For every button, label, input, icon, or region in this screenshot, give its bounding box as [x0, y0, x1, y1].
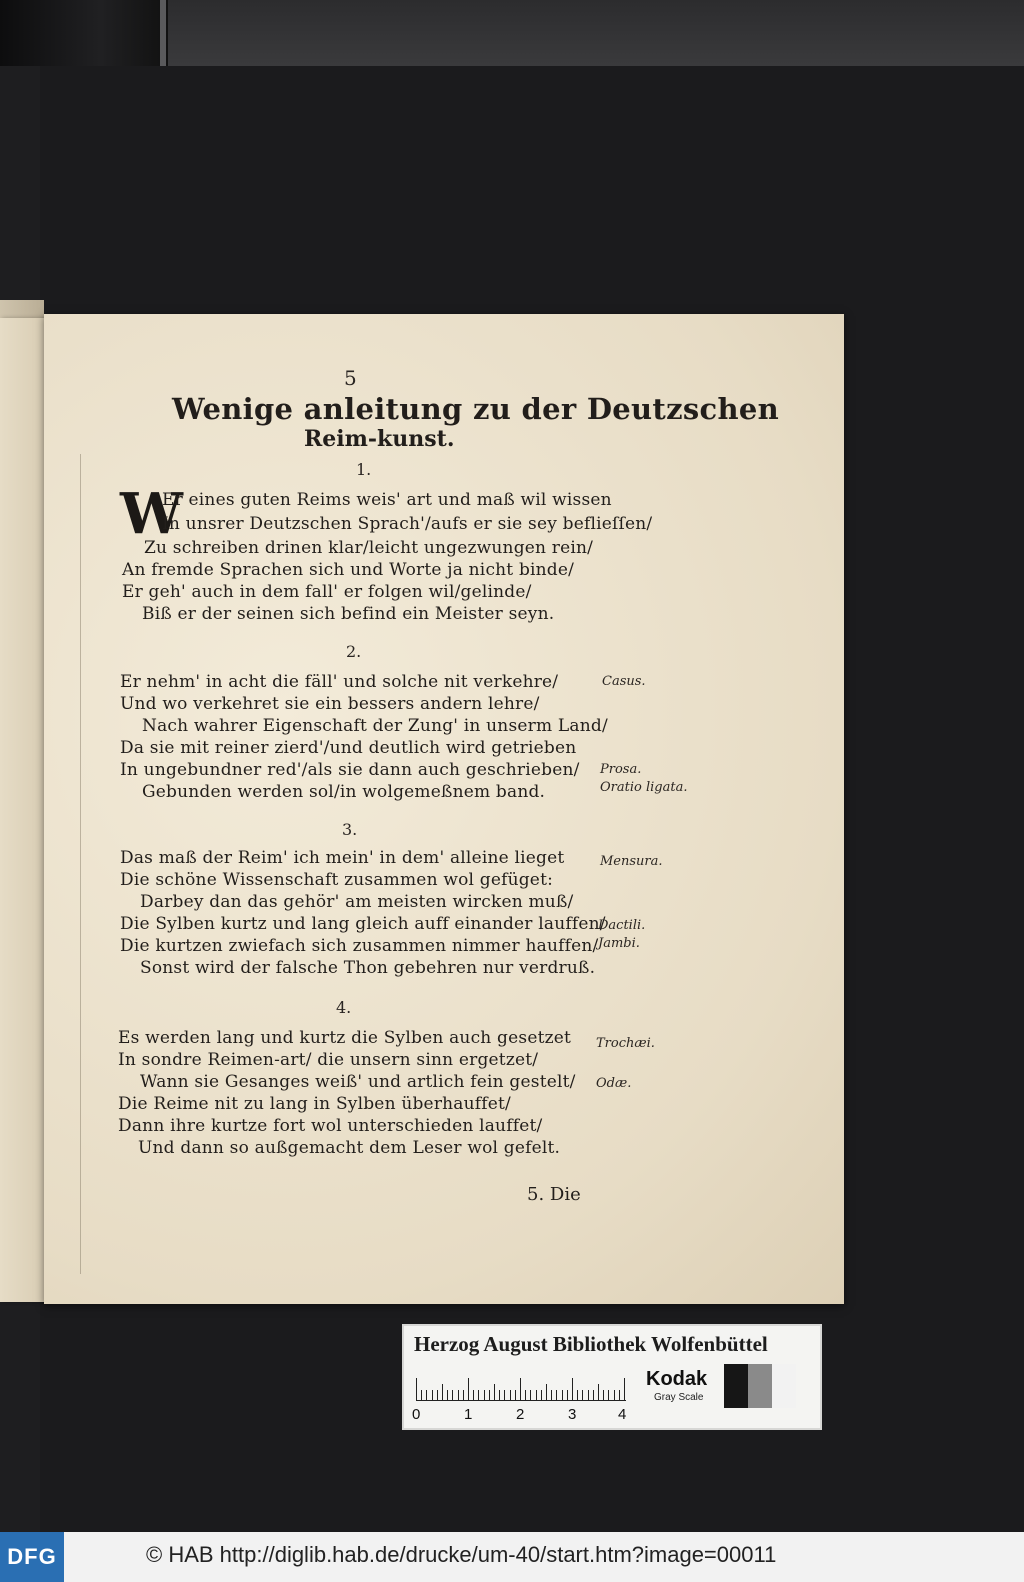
verse-line: Er nehm' in acht die fäll' und solche nit verkehre/: [120, 672, 559, 692]
verse-line: An fremde Sprachen sich und Worte ja nicht binde/: [122, 560, 575, 580]
verse-line: In unsrer Deutzschen Sprach'/aufs er sie sey beflieſſen/: [162, 514, 653, 534]
ruler-tick: [567, 1390, 568, 1400]
verse-line: Und wo verkehret sie ein bessers andern lehre/: [120, 694, 540, 714]
gray-swatch-dark: [724, 1364, 748, 1408]
ruler-tick: [442, 1384, 443, 1400]
ruler-tick: [619, 1390, 620, 1400]
ruler-tick: [598, 1384, 599, 1400]
stanza-number: 1.: [356, 460, 372, 479]
ruler-tick: [510, 1390, 511, 1400]
stanza-number: 4.: [336, 998, 352, 1017]
catchword: 5. Die: [527, 1184, 581, 1205]
ruler-tick: [473, 1390, 474, 1400]
ruler-tick: [520, 1378, 521, 1400]
stanza-number: 2.: [346, 642, 362, 661]
ruler-tick: [489, 1390, 490, 1400]
ruler-tick: [478, 1390, 479, 1400]
drop-cap: W: [120, 481, 183, 547]
verse-line: Zu schreiben drinen klar/leicht ungezwungen rein/: [144, 538, 594, 558]
verse-line: Er geh' auch in dem fall' er folgen wil/gelinde/: [122, 582, 532, 602]
verse-line: Die kurtzen zwiefach sich zusammen nimmer hauffen/: [120, 936, 599, 956]
gray-scale-label: Gray Scale: [654, 1392, 704, 1403]
ruler-tick: [556, 1390, 557, 1400]
margin-note: Mensura.: [600, 854, 663, 869]
verse-line: Gebunden werden sol/in wolgemeßnem band.: [142, 782, 546, 802]
ruler-tick: [530, 1390, 531, 1400]
verse-line: Die schöne Wissenschaft zusammen wol gefüget:: [120, 870, 554, 890]
verse-line: Dann ihre kurtze fort wol unterschieden lauffet/: [118, 1116, 543, 1136]
scale-ruler: [416, 1370, 626, 1401]
ruler-tick: [614, 1390, 615, 1400]
color-reference-card: [402, 1324, 822, 1430]
page-number: 5: [344, 366, 357, 390]
ruler-tick: [608, 1390, 609, 1400]
ruler-tick: [421, 1390, 422, 1400]
ruler-tick: [468, 1378, 469, 1400]
page-fold-line: [80, 454, 81, 1274]
verse-line: In ungebundner red'/als sie dann auch geschrieben/: [120, 760, 580, 780]
ruler-number: 0: [412, 1406, 421, 1423]
margin-note: Prosa.: [600, 762, 642, 777]
ruler-tick: [447, 1390, 448, 1400]
ruler-tick: [484, 1390, 485, 1400]
ruler-number: 1: [464, 1406, 473, 1423]
verse-line: Nach wahrer Eigenschaft der Zung' in unserm Land/: [142, 716, 608, 736]
ruler-tick: [582, 1390, 583, 1400]
ruler-tick: [432, 1390, 433, 1400]
ruler-tick: [603, 1390, 604, 1400]
ruler-number: 2: [516, 1406, 525, 1423]
top-scan-strip: [0, 0, 1024, 66]
ruler-tick: [572, 1378, 573, 1400]
margin-note: Dactili.: [598, 918, 646, 933]
ruler-number: 3: [568, 1406, 577, 1423]
binding-edge: [160, 0, 166, 66]
ruler-tick: [588, 1390, 589, 1400]
margin-note: Oratio ligata.: [600, 780, 688, 795]
ruler-tick: [426, 1390, 427, 1400]
ruler-tick: [593, 1390, 594, 1400]
library-name: Herzog August Bibliothek Wolfenbüttel: [414, 1332, 768, 1356]
copyright-url[interactable]: © HAB http://diglib.hab.de/drucke/um-40/start.htm?image=00011: [146, 1542, 777, 1567]
margin-note: Casus.: [602, 674, 646, 689]
verse-line: Er eines guten Reims weis' art und maß wil wissen: [162, 490, 612, 510]
ruler-tick: [463, 1390, 464, 1400]
ruler-tick: [541, 1390, 542, 1400]
verse-line: Darbey dan das gehör' am meisten wircken muß/: [140, 892, 574, 912]
page-subtitle: Reim-kunst.: [304, 426, 455, 452]
verse-line: Das maß der Reim' ich mein' in dem' alleine lieget: [120, 848, 565, 868]
ruler-tick: [499, 1390, 500, 1400]
ruler-tick: [458, 1390, 459, 1400]
margin-note: Jambi.: [598, 936, 640, 951]
book-binding: [0, 0, 168, 66]
ruler-tick: [562, 1390, 563, 1400]
margin-note: Trochæi.: [596, 1036, 655, 1051]
gray-swatch-mid: [748, 1364, 772, 1408]
ruler-tick: [525, 1390, 526, 1400]
ruler-tick: [546, 1384, 547, 1400]
ruler-number: 4: [618, 1406, 627, 1423]
ruler-tick: [494, 1384, 495, 1400]
footer-bar: [0, 1532, 1024, 1582]
gray-swatch-light: [772, 1364, 796, 1408]
ruler-tick: [504, 1390, 505, 1400]
verse-line: Die Reime nit zu lang in Sylben überhauffet/: [118, 1094, 511, 1114]
kodak-brand: Kodak: [646, 1368, 708, 1390]
ruler-tick: [437, 1390, 438, 1400]
ruler-tick: [551, 1390, 552, 1400]
verse-line: Wann sie Gesanges weiß' und artlich fein gestelt/: [140, 1072, 576, 1092]
ruler-tick: [536, 1390, 537, 1400]
dfg-logo: DFG: [0, 1532, 64, 1582]
page-title: Wenige anleitung zu der Deutzschen: [172, 392, 779, 426]
ruler-tick: [416, 1378, 417, 1400]
adjacent-page-leaf: [0, 318, 48, 1302]
ruler-tick: [624, 1378, 625, 1400]
verse-line: Sonst wird der falsche Thon gebehren nur verdruß.: [140, 958, 596, 978]
ruler-tick: [577, 1390, 578, 1400]
margin-note: Odæ.: [596, 1076, 632, 1091]
verse-line: Es werden lang und kurtz die Sylben auch gesetzet: [118, 1028, 572, 1048]
verse-line: In sondre Reimen-art/ die unsern sinn ergetzet/: [118, 1050, 539, 1070]
verse-line: Da sie mit reiner zierd'/und deutlich wird getrieben: [120, 738, 577, 758]
ruler-tick: [515, 1390, 516, 1400]
verse-line: Biß er der seinen sich befind ein Meister seyn.: [142, 604, 555, 624]
book-page: [44, 314, 844, 1304]
verse-line: Und dann so außgemacht dem Leser wol gefelt.: [138, 1138, 561, 1158]
stanza-number: 3.: [342, 820, 358, 839]
ruler-tick: [452, 1390, 453, 1400]
verse-line: Die Sylben kurtz und lang gleich auff einander lauffen/: [120, 914, 606, 934]
